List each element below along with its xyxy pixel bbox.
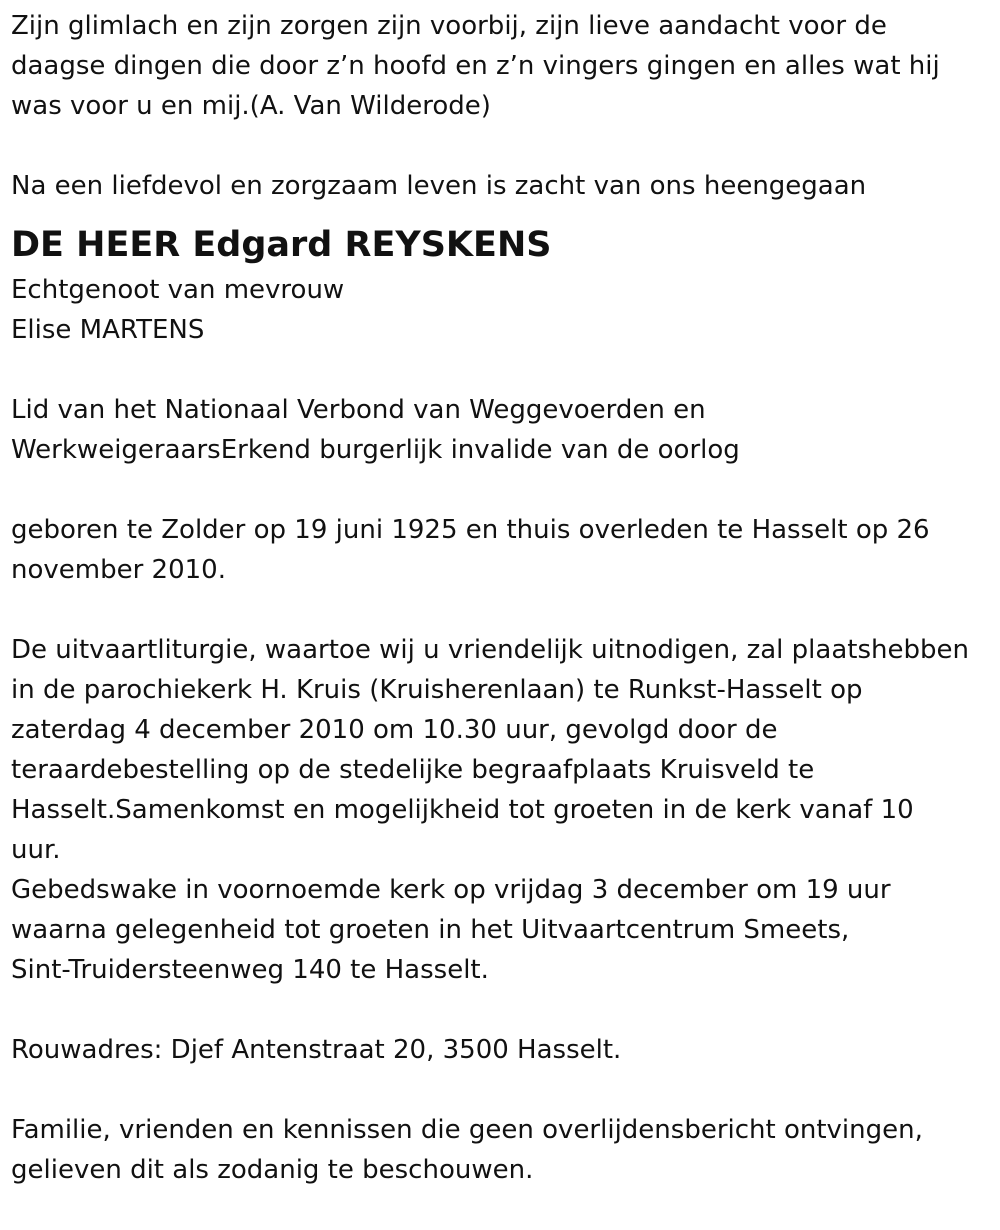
spouse-paragraph bbox=[11, 270, 991, 350]
vigil-line: Gebedswake in voornoemde kerk op vrijdag 3 december om 19 uur bbox=[11, 875, 891, 905]
quote-line: daagse dingen die door z’n hoofd en z’n vingers gingen en alles wat hij bbox=[11, 51, 940, 81]
funeral-line: De uitvaartliturgie, waartoe wij u vriendelijk uitnodigen, zal plaatshebben bbox=[11, 635, 969, 665]
birth-death-paragraph bbox=[11, 510, 991, 590]
spacer bbox=[11, 470, 991, 510]
membership-line: WerkweigeraarsErkend burgerlijk invalide van de oorlog bbox=[11, 435, 740, 465]
funeral-line: Hasselt.Samenkomst en mogelijkheid tot groeten in de kerk vanaf 10 bbox=[11, 795, 914, 825]
intro-text: Na een liefdevol en zorgzaam leven is zacht van ons heengegaan bbox=[11, 171, 867, 201]
vigil-paragraph bbox=[11, 870, 991, 990]
funeral-line: in de parochiekerk H. Kruis (Kruisherenlaan) te Runkst-Hasselt op bbox=[11, 675, 863, 705]
obituary-document bbox=[11, 6, 991, 1190]
spacer bbox=[11, 1070, 991, 1110]
quote-line: was voor u en mij.(A. Van Wilderode) bbox=[11, 91, 491, 121]
funeral-paragraph bbox=[11, 630, 991, 870]
spouse-line: Echtgenoot van mevrouw bbox=[11, 275, 345, 305]
spacer bbox=[11, 990, 991, 1030]
spacer bbox=[11, 590, 991, 630]
vigil-line: Sint-Truidersteenweg 140 te Hasselt. bbox=[11, 955, 489, 985]
birth-death-line: november 2010. bbox=[11, 555, 226, 585]
spacer bbox=[11, 126, 991, 166]
spouse-line: Elise MARTENS bbox=[11, 315, 205, 345]
quote-line: Zijn glimlach en zijn zorgen zijn voorbij, zijn lieve aandacht voor de bbox=[11, 11, 887, 41]
deceased-name: DE HEER Edgard REYSKENS bbox=[11, 225, 552, 265]
spacer bbox=[11, 350, 991, 390]
closing-line: Familie, vrienden en kennissen die geen overlijdensbericht ontvingen, bbox=[11, 1115, 923, 1145]
closing-line: gelieven dit als zodanig te beschouwen. bbox=[11, 1155, 534, 1185]
membership-paragraph bbox=[11, 390, 991, 470]
vigil-line: waarna gelegenheid tot groeten in het Uitvaartcentrum Smeets, bbox=[11, 915, 850, 945]
birth-death-line: geboren te Zolder op 19 juni 1925 en thuis overleden te Hasselt op 26 bbox=[11, 515, 930, 545]
funeral-line: zaterdag 4 december 2010 om 10.30 uur, gevolgd door de bbox=[11, 715, 778, 745]
membership-line: Lid van het Nationaal Verbond van Weggevoerden en bbox=[11, 395, 706, 425]
funeral-line: teraardebestelling op de stedelijke begraafplaats Kruisveld te bbox=[11, 755, 815, 785]
mourning-address: Rouwadres: Djef Antenstraat 20, 3500 Hasselt. bbox=[11, 1035, 622, 1065]
quote-paragraph bbox=[11, 6, 991, 126]
closing-paragraph bbox=[11, 1110, 991, 1190]
funeral-line: uur. bbox=[11, 835, 61, 865]
